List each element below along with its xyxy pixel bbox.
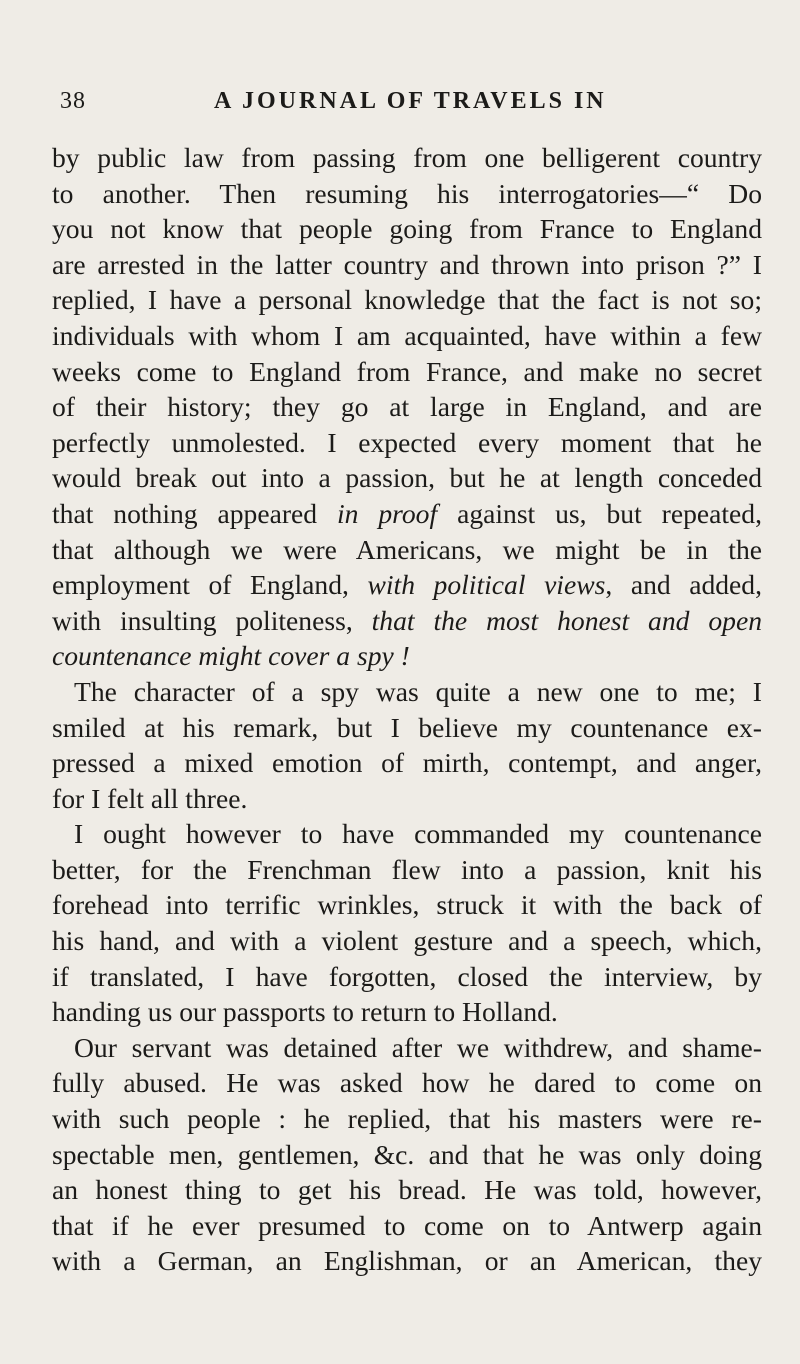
text-line-29: spectable men, gentlemen, &c. and that he was only doing [52, 1138, 762, 1170]
text-line-14: with insulting politeness, that the most honest and open [52, 604, 762, 636]
text-line-30: an honest thing to get his bread. He was told, however, [52, 1174, 762, 1206]
text-line-32: with a German, an Englishman, or an American, they [52, 1245, 762, 1277]
italic-phrase: with political views [367, 569, 606, 601]
text-line-6: individuals with whom I am acquainted, have within a few [52, 319, 762, 351]
text-line-7: weeks come to England from France, and make no secret [52, 355, 762, 387]
text-line-20: I ought however to have commanded my countenance [74, 818, 762, 850]
text-line-8: of their history; they go at large in England, and are [52, 391, 762, 423]
text-line-24: if translated, I have forgotten, closed the interview, by [52, 960, 762, 992]
italic-phrase: in proof [337, 497, 438, 529]
text-line-28: with such people : he replied, that his masters were re- [52, 1103, 762, 1135]
text-line-4: are arrested in the latter country and thrown into prison ?” I [52, 248, 762, 280]
italic-phrase: countenance might cover a spy ! [52, 640, 410, 672]
text-line-31: that if he ever presumed to come on to Antwerp again [52, 1209, 762, 1241]
text-line-9: perfectly unmolested. I expected every moment that he [52, 426, 762, 458]
text-line-26: Our servant was detained after we withdrew, and shame- [74, 1031, 762, 1063]
text-line-22: forehead into terrific wrinkles, struck it with the back of [52, 889, 762, 921]
body-text [52, 140, 762, 1279]
italic-phrase: that the most honest and open [371, 604, 762, 636]
text-line-27: fully abused. He was asked how he dared to come on [52, 1067, 762, 1099]
running-head [60, 88, 760, 120]
running-title: A JOURNAL OF TRAVELS IN [214, 88, 607, 114]
text-line-13: employment of England, with political views, and added, [52, 569, 762, 601]
text-line-16: The character of a spy was quite a new one to me; I [74, 675, 762, 707]
text-line-19: for I felt all three. [52, 782, 248, 814]
text-line-15 [52, 638, 762, 674]
text-line-2: to another. Then resuming his interrogatories—“ Do [52, 177, 762, 209]
text-line-11: that nothing appeared in proof against us, but repeated, [52, 497, 762, 529]
text-line-21: better, for the Frenchman flew into a passion, knit his [52, 853, 762, 885]
text-line-17: smiled at his remark, but I believe my countenance ex- [52, 711, 762, 743]
page-number: 38 [60, 88, 86, 114]
text-line-18: pressed a mixed emotion of mirth, contempt, and anger, [52, 747, 762, 779]
text-line-12: that although we were Americans, we might be in the [52, 533, 762, 565]
text-line-23: his hand, and with a violent gesture and a speech, which, [52, 925, 762, 957]
text-line-25: handing us our passports to return to Holland. [52, 996, 558, 1028]
text-line-10: would break out into a passion, but he at length conceded [52, 462, 762, 494]
text-line-5: replied, I have a personal knowledge that the fact is not so; [52, 284, 762, 316]
text-line-1: by public law from passing from one belligerent country [52, 142, 762, 173]
text-line-3: you not know that people going from France to England [52, 213, 762, 245]
